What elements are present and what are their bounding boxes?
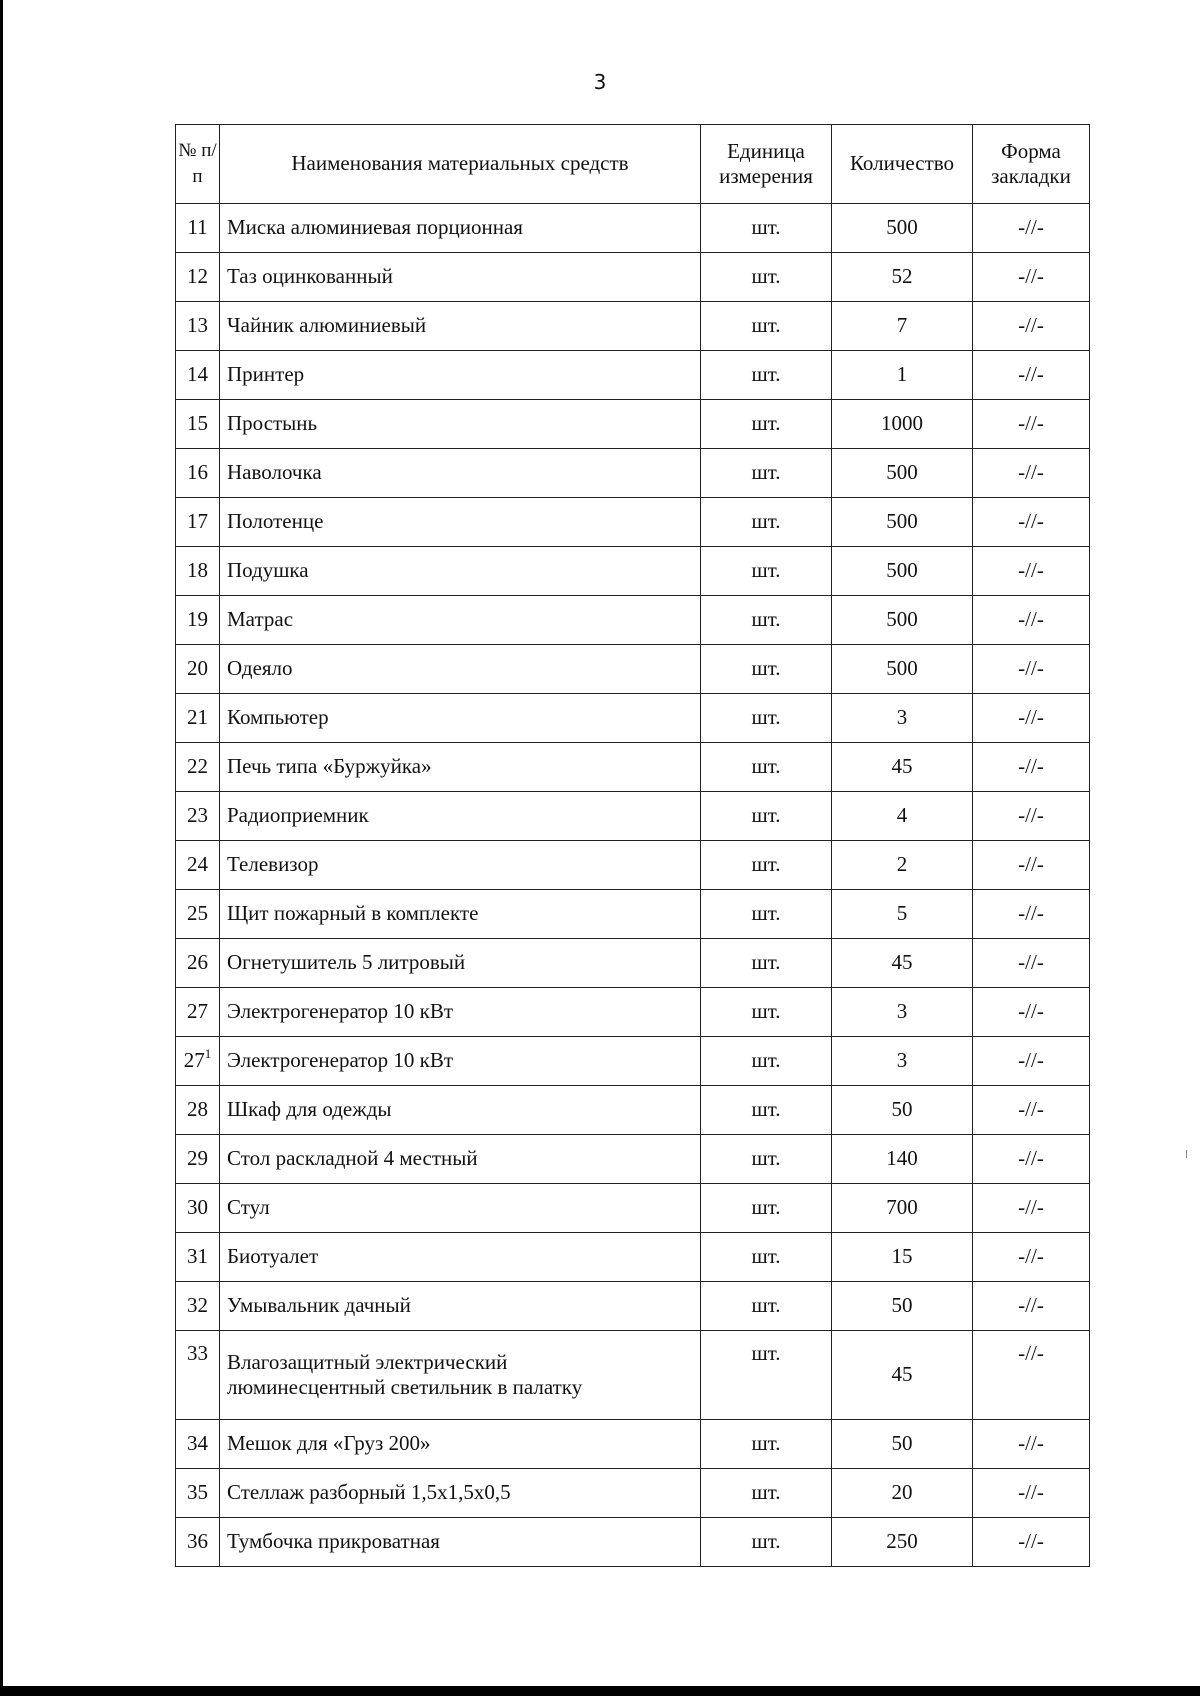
form-cell: -//-	[973, 988, 1090, 1037]
item-name-line: люминесцентный светильник в палатку	[227, 1375, 583, 1399]
row-number-cell	[176, 1184, 220, 1233]
unit-cell: шт.	[701, 1469, 832, 1518]
table-row	[176, 1331, 1090, 1420]
row-number-cell	[176, 498, 220, 547]
header-number-label: № п/п	[178, 140, 217, 187]
scan-edge-left	[0, 0, 3, 1696]
form-cell: -//-	[973, 596, 1090, 645]
item-name: Печь типа «Буржуйка»	[220, 743, 701, 792]
header-number	[176, 125, 220, 204]
row-number-cell	[176, 694, 220, 743]
quantity-cell: 45	[832, 939, 973, 988]
form-cell: -//-	[973, 939, 1090, 988]
form-cell: -//-	[973, 1469, 1090, 1518]
unit-cell: шт.	[701, 1518, 832, 1567]
unit-cell: шт.	[701, 988, 832, 1037]
unit-cell: шт.	[701, 1184, 832, 1233]
table-row	[176, 1233, 1090, 1282]
table-row	[176, 743, 1090, 792]
item-name: Стеллаж разборный 1,5х1,5х0,5	[220, 1469, 701, 1518]
table-body	[176, 204, 1090, 1567]
form-cell: -//-	[973, 253, 1090, 302]
form-cell: -//-	[973, 1420, 1090, 1469]
form-cell: -//-	[973, 449, 1090, 498]
row-number: 31	[187, 1244, 208, 1269]
quantity-cell: 45	[832, 743, 973, 792]
form-cell: -//-	[973, 1233, 1090, 1282]
unit-cell: шт.	[701, 694, 832, 743]
item-name: Миска алюминиевая порционная	[220, 204, 701, 253]
quantity-cell: 50	[832, 1420, 973, 1469]
item-name: Стул	[220, 1184, 701, 1233]
table-header-row	[176, 125, 1090, 204]
row-number: 26	[187, 950, 208, 975]
row-number-cell	[176, 1135, 220, 1184]
quantity-cell: 4	[832, 792, 973, 841]
table-row	[176, 596, 1090, 645]
unit-cell: шт.	[701, 351, 832, 400]
table-row	[176, 1184, 1090, 1233]
item-name-cell	[220, 1331, 701, 1420]
row-number: 20	[187, 656, 208, 681]
quantity-cell: 50	[832, 1086, 973, 1135]
form-cell: -//-	[973, 1135, 1090, 1184]
table-row	[176, 400, 1090, 449]
form-cell: -//-	[973, 1518, 1090, 1567]
row-number-cell	[176, 449, 220, 498]
table-row	[176, 1086, 1090, 1135]
table-row	[176, 890, 1090, 939]
unit-cell: шт.	[701, 449, 832, 498]
quantity-cell: 140	[832, 1135, 973, 1184]
table-row	[176, 253, 1090, 302]
table-row	[176, 547, 1090, 596]
quantity-cell: 500	[832, 596, 973, 645]
row-number-cell	[176, 1282, 220, 1331]
form-cell: -//-	[973, 1184, 1090, 1233]
table-row	[176, 498, 1090, 547]
quantity-cell: 700	[832, 1184, 973, 1233]
row-number: 34	[187, 1431, 208, 1456]
item-name: Матрас	[220, 596, 701, 645]
form-cell: -//-	[973, 841, 1090, 890]
form-cell: -//-	[973, 1086, 1090, 1135]
item-name: Щит пожарный в комплекте	[220, 890, 701, 939]
quantity-cell: 2	[832, 841, 973, 890]
unit-cell: шт.	[701, 841, 832, 890]
form-cell: -//-	[973, 547, 1090, 596]
header-name-label: Наименования материальных средств	[291, 151, 629, 176]
unit-cell: шт.	[701, 890, 832, 939]
row-number-cell	[176, 1469, 220, 1518]
form-cell: -//-	[973, 1282, 1090, 1331]
header-form	[973, 125, 1090, 204]
unit-cell: шт.	[701, 596, 832, 645]
quantity-cell: 500	[832, 498, 973, 547]
table-row	[176, 1282, 1090, 1331]
unit-cell: шт.	[701, 1233, 832, 1282]
table-row	[176, 645, 1090, 694]
form-cell: -//-	[973, 645, 1090, 694]
item-name-line: Влагозащитный электрический	[227, 1349, 508, 1374]
item-name: Подушка	[220, 547, 701, 596]
unit-cell: шт.	[701, 302, 832, 351]
table-row	[176, 939, 1090, 988]
header-unit-label: Единица измерения	[719, 138, 813, 188]
row-number: 33	[187, 1341, 208, 1365]
quantity-cell: 1	[832, 351, 973, 400]
row-number: 14	[187, 362, 208, 387]
quantity-cell: 3	[832, 694, 973, 743]
quantity-cell: 500	[832, 204, 973, 253]
table-row	[176, 1469, 1090, 1518]
table-row	[176, 302, 1090, 351]
item-name: Полотенце	[220, 498, 701, 547]
row-number: 19	[187, 607, 208, 632]
row-number: 17	[187, 509, 208, 534]
unit-cell: шт.	[701, 1037, 832, 1086]
row-number-cell	[176, 1518, 220, 1567]
item-name: Биотуалет	[220, 1233, 701, 1282]
unit-cell: шт.	[701, 253, 832, 302]
row-number: 30	[187, 1195, 208, 1220]
row-number: 32	[187, 1293, 208, 1318]
item-name: Наволочка	[220, 449, 701, 498]
scan-speck	[1186, 1150, 1187, 1158]
table-row	[176, 1420, 1090, 1469]
table-row	[176, 841, 1090, 890]
item-name: Таз оцинкованный	[220, 253, 701, 302]
item-name: Шкаф для одежды	[220, 1086, 701, 1135]
item-name: Простынь	[220, 400, 701, 449]
row-number: 27	[187, 999, 208, 1024]
table-row	[176, 1518, 1090, 1567]
quantity-cell: 5	[832, 890, 973, 939]
unit-cell: шт.	[701, 939, 832, 988]
row-number-cell	[176, 253, 220, 302]
materials-table	[175, 124, 1090, 1567]
unit-cell: шт.	[701, 1282, 832, 1331]
unit-cell: шт.	[701, 1331, 832, 1420]
unit-cell: шт.	[701, 400, 832, 449]
unit-cell: шт.	[701, 1135, 832, 1184]
unit-cell: шт.	[701, 1086, 832, 1135]
row-number-cell	[176, 939, 220, 988]
table-row	[176, 988, 1090, 1037]
quantity-cell: 20	[832, 1469, 973, 1518]
form-cell: -//-	[973, 743, 1090, 792]
row-number-cell	[176, 841, 220, 890]
row-number-cell	[176, 743, 220, 792]
form-cell: -//-	[973, 694, 1090, 743]
row-number-cell	[176, 351, 220, 400]
row-number-cell	[176, 204, 220, 253]
item-name: Одеяло	[220, 645, 701, 694]
row-number-cell	[176, 400, 220, 449]
row-number: 15	[187, 411, 208, 436]
unit-cell: шт.	[701, 498, 832, 547]
row-number-cell	[176, 1420, 220, 1469]
header-unit	[701, 125, 832, 204]
quantity-cell: 52	[832, 253, 973, 302]
form-cell: -//-	[973, 204, 1090, 253]
item-name: Радиоприемник	[220, 792, 701, 841]
row-number: 24	[187, 852, 208, 877]
row-number-cell	[176, 792, 220, 841]
quantity-cell: 500	[832, 449, 973, 498]
item-name: Огнетушитель 5 литровый	[220, 939, 701, 988]
quantity-cell: 250	[832, 1518, 973, 1567]
row-number: 11	[187, 215, 208, 240]
quantity-cell: 1000	[832, 400, 973, 449]
row-number-superscript: 1	[204, 1046, 212, 1062]
item-name: Чайник алюминиевый	[220, 302, 701, 351]
form-cell: -//-	[973, 1037, 1090, 1086]
table-row	[176, 1037, 1090, 1086]
quantity-cell: 3	[832, 1037, 973, 1086]
row-number-cell	[176, 1331, 220, 1420]
item-name: Телевизор	[220, 841, 701, 890]
unit-cell: шт.	[701, 743, 832, 792]
quantity-cell: 500	[832, 645, 973, 694]
row-number: 16	[187, 460, 208, 485]
form-cell: -//-	[973, 400, 1090, 449]
row-number-cell	[176, 1233, 220, 1282]
form-cell: -//-	[973, 890, 1090, 939]
header-quantity-label: Количество	[849, 151, 955, 176]
unit-cell: шт.	[701, 645, 832, 694]
unit-cell: шт.	[701, 547, 832, 596]
table-row	[176, 351, 1090, 400]
item-name: Тумбочка прикроватная	[220, 1518, 701, 1567]
row-number-cell	[176, 1037, 220, 1086]
unit-cell: шт.	[701, 204, 832, 253]
row-number-cell	[176, 645, 220, 694]
table-row	[176, 1135, 1090, 1184]
form-cell: -//-	[973, 351, 1090, 400]
item-name: Принтер	[220, 351, 701, 400]
form-cell: -//-	[973, 302, 1090, 351]
row-number: 12	[187, 264, 208, 289]
row-number: 22	[187, 754, 208, 779]
quantity-cell: 15	[832, 1233, 973, 1282]
row-number-cell	[176, 890, 220, 939]
row-number: 13	[187, 313, 208, 338]
quantity-cell: 500	[832, 547, 973, 596]
unit-cell: шт.	[701, 792, 832, 841]
form-cell: -//-	[973, 1331, 1090, 1420]
table-row	[176, 694, 1090, 743]
row-number: 28	[187, 1097, 208, 1122]
quantity-cell: 45	[832, 1331, 973, 1420]
row-number: 36	[187, 1529, 208, 1554]
unit-cell: шт.	[701, 1420, 832, 1469]
quantity-cell: 3	[832, 988, 973, 1037]
table-row	[176, 204, 1090, 253]
row-number: 29	[187, 1146, 208, 1171]
item-name: Умывальник дачный	[220, 1282, 701, 1331]
row-number-cell	[176, 596, 220, 645]
header-quantity	[832, 125, 973, 204]
item-name: Электрогенератор 10 кВт	[220, 1037, 701, 1086]
item-name: Стол раскладной 4 местный	[220, 1135, 701, 1184]
quantity-cell: 7	[832, 302, 973, 351]
row-number: 23	[187, 803, 208, 828]
row-number-cell	[176, 547, 220, 596]
row-number: 25	[187, 901, 208, 926]
form-cell: -//-	[973, 498, 1090, 547]
page-number: 3	[593, 70, 607, 94]
row-number: 27	[183, 1048, 205, 1073]
item-name: Мешок для «Груз 200»	[220, 1420, 701, 1469]
row-number-cell	[176, 988, 220, 1037]
quantity-cell: 50	[832, 1282, 973, 1331]
row-number: 21	[187, 705, 208, 730]
row-number: 35	[187, 1480, 208, 1505]
header-form-label: Форма закладки	[991, 138, 1071, 188]
row-number: 18	[187, 558, 208, 583]
table-row	[176, 792, 1090, 841]
row-number-cell	[176, 1086, 220, 1135]
header-name	[220, 125, 701, 204]
item-name: Компьютер	[220, 694, 701, 743]
row-number-cell	[176, 302, 220, 351]
table-row	[176, 449, 1090, 498]
item-name: Электрогенератор 10 кВт	[220, 988, 701, 1037]
scan-edge-bottom	[0, 1686, 1200, 1696]
form-cell: -//-	[973, 792, 1090, 841]
